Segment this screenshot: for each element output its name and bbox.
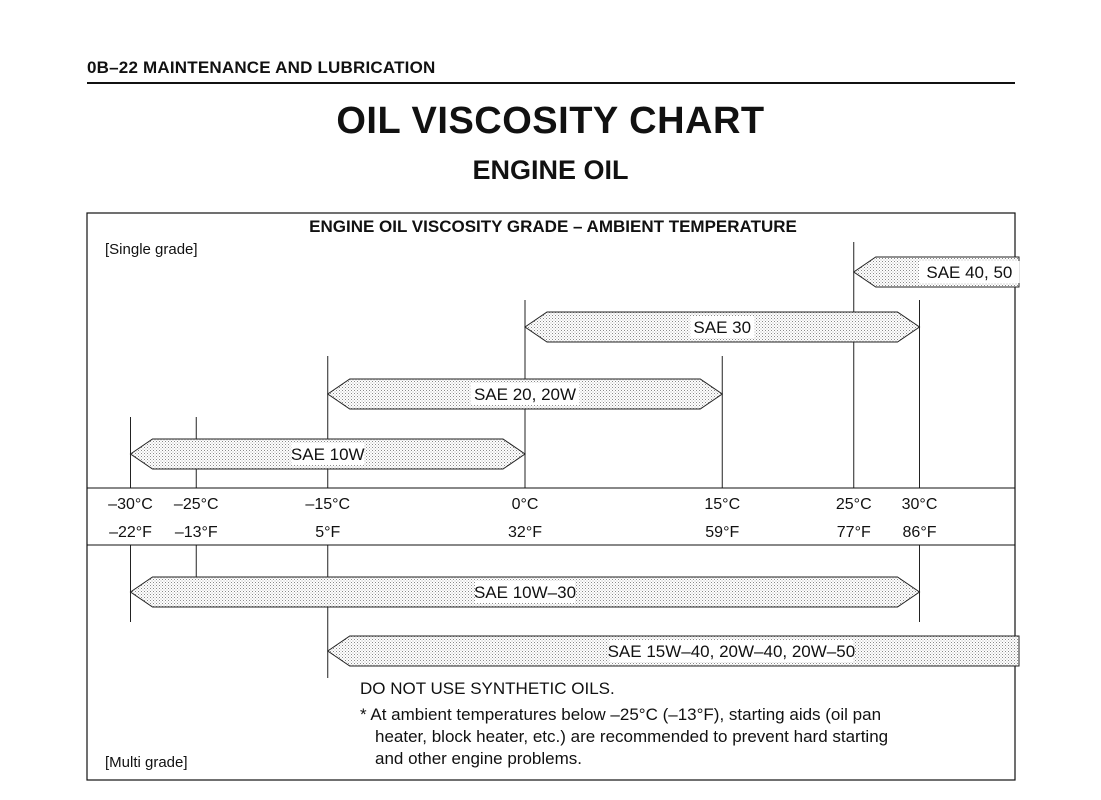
note-line-2: heater, block heater, etc.) are recommended to prevent hard starting	[375, 727, 889, 746]
note-line-3: and other engine problems.	[375, 749, 582, 768]
note-line-1: * At ambient temperatures below –25°C (–13°F), starting aids (oil pan	[360, 705, 882, 724]
tick-label-c--15: –15°C	[305, 496, 351, 513]
tick-label-c--25: –25°C	[173, 496, 219, 513]
band-label-sae-40-50: SAE 40, 50	[926, 263, 1013, 282]
tick-label-c-30: 30°C	[901, 496, 938, 513]
note-line-0: DO NOT USE SYNTHETIC OILS.	[360, 679, 615, 698]
band-label-sae-30: SAE 30	[693, 318, 752, 337]
page-subtitle: ENGINE OIL	[472, 155, 629, 185]
tick-label-c-15: 15°C	[704, 496, 741, 513]
tick-label-f--15: 5°F	[315, 524, 341, 541]
band-label-sae-10w-30: SAE 10W–30	[473, 583, 577, 602]
tick-label-f-0: 32°F	[508, 524, 542, 541]
tick-label-f--30: –22°F	[109, 524, 152, 541]
tick-label-f-30: 86°F	[902, 524, 937, 541]
band-label-sae-15w-40-20w-40-20w-50: SAE 15W–40, 20W–40, 20W–50	[607, 642, 856, 661]
tick-label-c-0: 0°C	[511, 496, 539, 513]
tick-label-f--25: –13°F	[174, 524, 218, 541]
tick-label-f-25: 77°F	[836, 524, 871, 541]
page-title: OIL VISCOSITY CHART	[336, 100, 765, 142]
tick-label-f-15: 59°F	[705, 524, 740, 541]
tick-label-c--30: –30°C	[108, 496, 153, 513]
tick-label-c-25: 25°C	[835, 496, 872, 513]
chart-title: ENGINE OIL VISCOSITY GRADE – AMBIENT TEMPERATURE	[309, 217, 797, 236]
multi-grade-label: [Multi grade]	[105, 754, 188, 771]
page-header: 0B–22 MAINTENANCE AND LUBRICATION	[87, 58, 436, 77]
band-label-sae-20-20w: SAE 20, 20W	[473, 385, 577, 404]
single-grade-label: [Single grade]	[105, 241, 198, 258]
band-label-sae-10w: SAE 10W	[290, 445, 365, 464]
